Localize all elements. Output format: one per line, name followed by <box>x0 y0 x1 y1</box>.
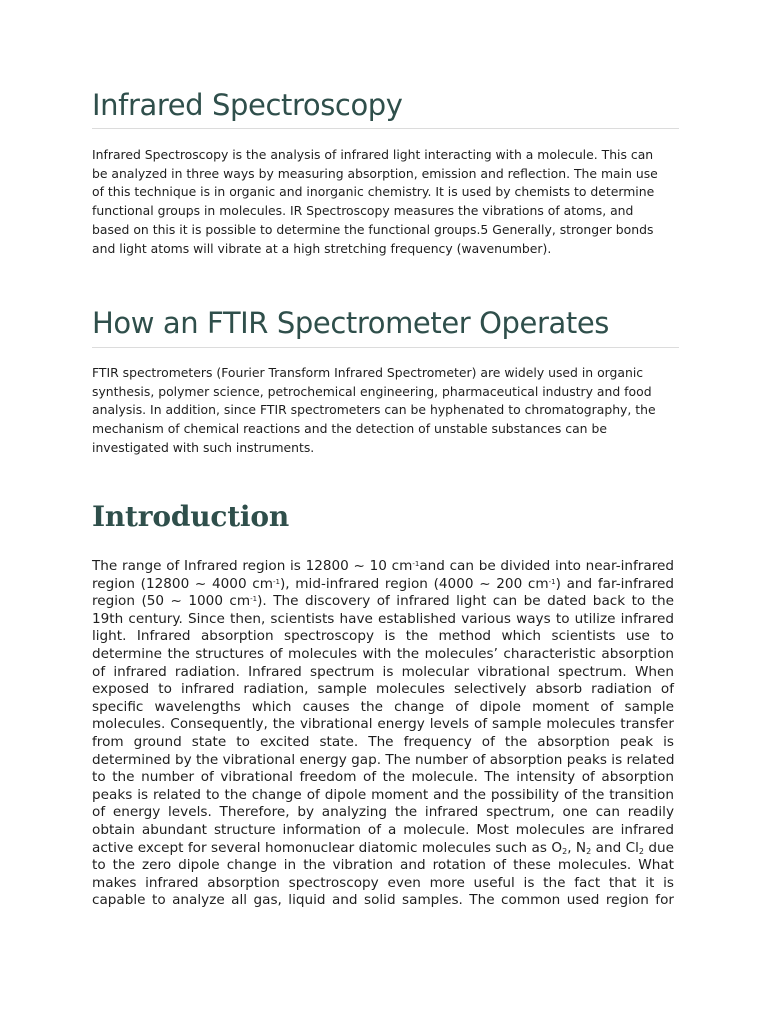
text-line: region (12800 ~ 4000 $cm^{-1}$), mid-infrared region (4000 ~ 200 $cm^{-1}$) and far-infrared <box>92 575 674 592</box>
text-line: synthesis, polymer science, petrochemical engineering, pharmaceutical industry and food <box>92 383 652 399</box>
paragraph-introduction <box>92 558 674 910</box>
text-line: to the zero dipole change in the vibration and rotation of these molecules. What <box>92 857 674 874</box>
text-line: specific wavelengths which causes the change of dipole moment of sample <box>92 698 674 715</box>
text-line: determine the structures of molecules with the molecules’ characteristic absorption <box>92 645 674 662</box>
paragraph-infrared-spectroscopy <box>92 146 658 258</box>
section-title-introduction: Introduction <box>92 500 290 533</box>
text-line: determined by the vibrational energy gap. The number of absorption peaks is related <box>92 751 675 768</box>
text-line: of energy levels. Therefore, by analyzing the infrared spectrum, one can readily <box>92 804 674 821</box>
text-line: mechanism of chemical reactions and the detection of unstable substances can be <box>92 421 607 437</box>
section-title-ftir-operation: How an FTIR Spectrometer Operates <box>92 306 609 340</box>
text-line: from ground state to excited state. The frequency of the absorption peak is <box>92 733 674 750</box>
text-line: of this technique is in organic and inorganic chemistry. It is used by chemists to determine <box>92 184 655 200</box>
text-line: molecules. Consequently, the vibrational energy levels of sample molecules transfer <box>92 716 674 733</box>
text-line: investigated with such instruments. <box>92 439 315 455</box>
text-line: region (50 ~ 1000 $cm^{-1}$). The discovery of infrared light can be dated back to the <box>92 593 674 610</box>
text-line: obtain abundant structure information of a molecule. Most molecules are infrared <box>92 821 674 838</box>
section-divider <box>92 128 679 129</box>
text-line: light. Infrared absorption spectroscopy is the method which scientists use to <box>92 628 674 645</box>
text-line: capable to analyze all gas, liquid and solid samples. The common used region for <box>92 892 674 909</box>
text-line: The range of Infrared region is 12800 ~ 10 $cm^{-1}and$ can be divided into near-infrared <box>92 558 674 574</box>
text-line: based on this it is possible to determine the functional groups.5 Generally, stronger bonds <box>92 221 654 237</box>
text-line: exposed to infrared radiation, sample molecules selectively absorb radiation of <box>92 681 674 698</box>
text-line: peaks is related to the change of dipole moment and the possibility of the transition <box>92 786 674 803</box>
section-title-infrared-spectroscopy: Infrared Spectroscopy <box>92 88 403 122</box>
paragraph-ftir-operation <box>92 364 656 458</box>
text-line: of infrared radiation. Infrared spectrum is molecular vibrational spectrum. When <box>92 663 674 680</box>
text-line: Infrared Spectroscopy is the analysis of infrared light interacting with a molecule. This can <box>92 147 654 162</box>
text-line: active except for several homonuclear diatomic molecules such as $O_2$, $N_2$ and $Cl_2$ due <box>92 839 675 856</box>
text-line: makes infrared absorption spectroscopy even more useful is the fact that it is <box>92 874 674 891</box>
text-line: functional groups in molecules. IR Spectroscopy measures the vibrations of atoms, and <box>92 203 634 219</box>
text-line: FTIR spectrometers (Fourier Transform Infrared Spectrometer) are widely used in organic <box>92 365 644 380</box>
text-line: 19th century. Since then, scientists have established various ways to utilize infrared <box>92 610 674 627</box>
section-divider <box>92 347 679 348</box>
text-line: analysis. In addition, since FTIR spectrometers can be hyphenated to chromatography, the <box>92 402 656 418</box>
text-line: be analyzed in three ways by measuring absorption, emission and reflection. The main use <box>92 165 658 181</box>
text-line: and light atoms will vibrate at a high stretching frequency (wavenumber). <box>92 240 552 256</box>
text-line: to the number of vibrational freedom of the molecule. The intensity of absorption <box>92 769 674 786</box>
